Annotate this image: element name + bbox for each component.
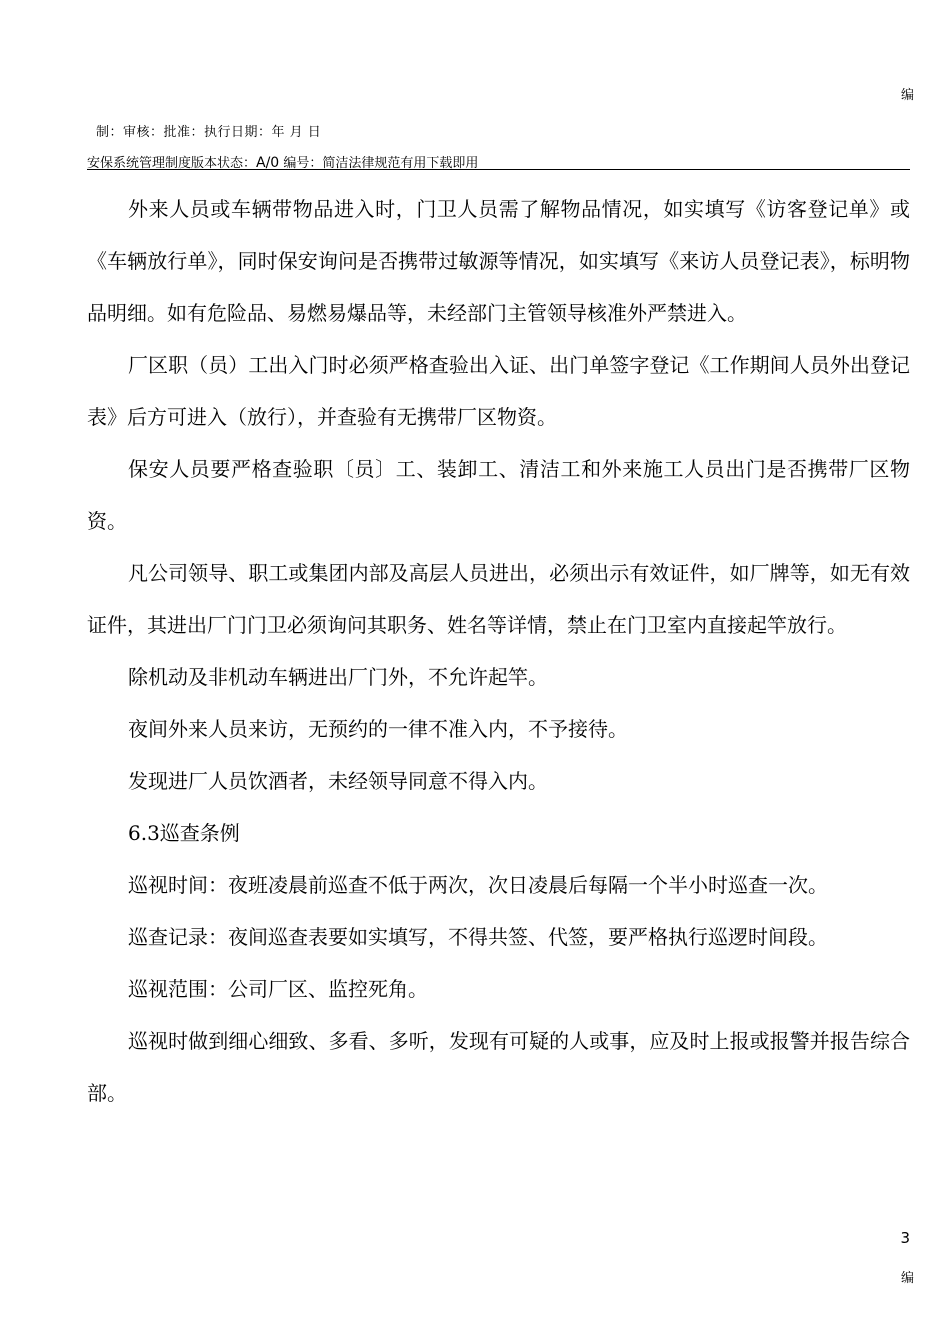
header-version: A/0 (256, 155, 280, 171)
paragraph-patrol-time: 巡视时间：夜班凌晨前巡查不低于两次，次日凌晨后每隔一个半小时巡查一次。 (128, 873, 828, 897)
header-status-label: 安保系统管理制度版本状态： (87, 156, 257, 171)
paragraph-night-visitors: 夜间外来人员来访，无预约的一律不准入内，不予接待。 (128, 717, 628, 741)
paragraph-leader-entry: 凡公司领导、职工或集团内部及高层人员进出，必须出示有效证件，如厂牌等，如无有效证件，其进出厂门门卫必须询问其职务、姓名等详情，禁止在门卫室内直接起竿放行。 (87, 561, 910, 637)
paragraph-worker-check: 保安人员要严格查验职〔员〕工、装卸工、清洁工和外来施工人员出门是否携带厂区物资。 (87, 457, 910, 533)
footer-corner-text: 编 (900, 1271, 914, 1286)
paragraph-alcohol: 发现进厂人员饮酒者，未经领导同意不得入内。 (128, 769, 548, 793)
page-number: 3 (900, 1229, 910, 1247)
paragraph-patrol-conduct: 巡视时做到细心细致、多看、多听，发现有可疑的人或事，应及时上报或报警并报告综合部。 (87, 1029, 910, 1105)
paragraph-vehicle-gate: 除机动及非机动车辆进出厂门外，不允许起竿。 (128, 665, 548, 689)
header-number-label: 编号：简洁法律规范有用下载即用 (279, 156, 479, 171)
paragraph-patrol-scope: 巡视范围：公司厂区、监控死角。 (128, 977, 428, 1001)
paragraph-visitor-goods: 外来人员或车辆带物品进入时，门卫人员需了解物品情况，如实填写《访客登记单》或《车辆放行单》，同时保安询问是否携带过敏源等情况，如实填写《来访人员登记表》，标明物品明细。如有危险品、易燃易爆品等，未经部门主管领导核准外严禁进入。 (87, 197, 910, 325)
header-divider (87, 169, 910, 170)
paragraph-patrol-record: 巡查记录：夜间巡查表要如实填写，不得共签、代签，要严格执行巡逻时间段。 (128, 925, 828, 949)
section-heading-patrol: 6.3巡查条例 (128, 821, 240, 845)
header-corner-text: 编 (900, 88, 914, 103)
document-body (87, 183, 910, 1119)
paragraph-staff-exit: 厂区职（员）工出入门时必须严格查验出入证、出门单签字登记《工作期间人员外出登记表》后方可进入（放行），并查验有无携带厂区物资。 (87, 353, 910, 429)
header-approval-line: 制：审核：批准：执行日期：年 月 日 (96, 125, 322, 140)
